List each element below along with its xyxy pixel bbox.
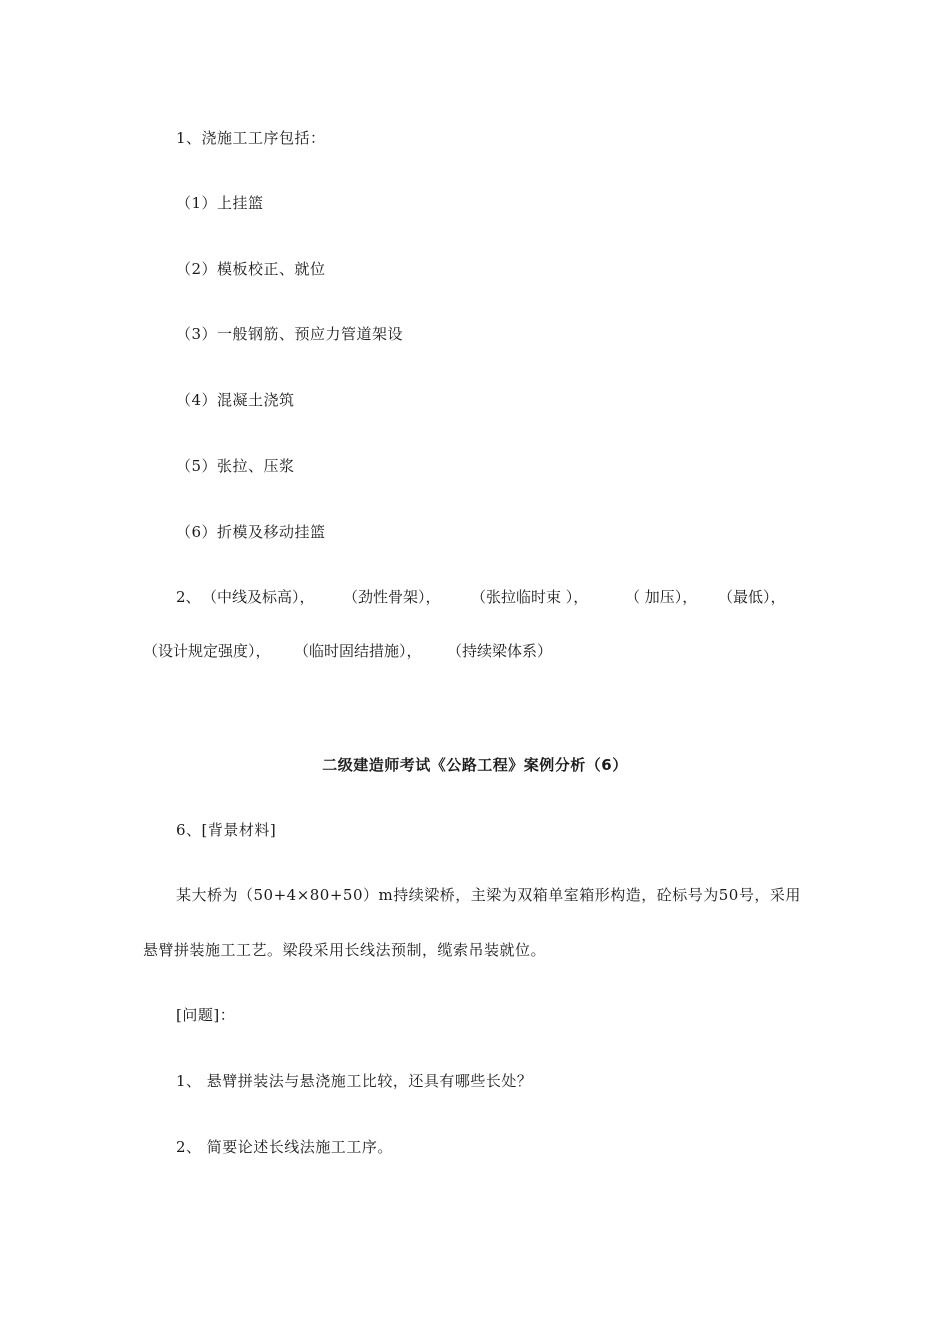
step-6: （6）折模及移动挂篮 (176, 523, 326, 541)
blank-centerline: （中线及标高）， (202, 588, 315, 606)
case-title: 二级建造师考试《公路工程》案例分析（6） (322, 756, 628, 774)
step-5: （5）张拉、压浆 (176, 457, 295, 475)
answer-2-line-1 (0, 587, 950, 607)
question-2: 2、 简要论述长线法施工工序。 (176, 1138, 393, 1156)
question-1: 1、 悬臂拼装法与悬浇施工比较，还具有哪些长处？ (176, 1072, 533, 1090)
blank-lowest: （最低）， (718, 588, 786, 606)
step-3: （3）一般钢筋、预应力管道架设 (176, 325, 404, 343)
questions-label: [问题]： (176, 1006, 236, 1024)
step-4: （4）混凝土浇筑 (176, 391, 295, 409)
step-1: （1）上挂篮 (176, 194, 264, 212)
blank-temporary-tendon: （张拉临时束 ）， (471, 588, 589, 606)
blank-continuous-beam: （持续梁体系） (447, 642, 553, 660)
blank-design-strength: （设计规定强度）， (143, 642, 271, 660)
blank-temporary-anchorage: （临时固结措施）， (294, 642, 422, 660)
background-label: 6、[背景材料] (176, 821, 277, 839)
background-line-1: 某大桥为（50+4×80+50）m持续梁桥，主梁为双箱单室箱形构造，砼标号为50号，采用 (176, 886, 801, 904)
blank-stiff-skeleton: （劲性骨架）， (343, 588, 441, 606)
background-line-2: 悬臂拼装施工工艺。梁段采用长线法预制，缆索吊装就位。 (143, 941, 547, 959)
answer-2-prefix: 2、 (176, 588, 201, 606)
answer-2-line-2 (0, 641, 950, 661)
blank-pressure: （ 加压）， (625, 588, 698, 606)
step-2: （2）模板校正、就位 (176, 260, 326, 278)
answer-1-heading: 1、浇施工工序包括： (176, 129, 326, 147)
